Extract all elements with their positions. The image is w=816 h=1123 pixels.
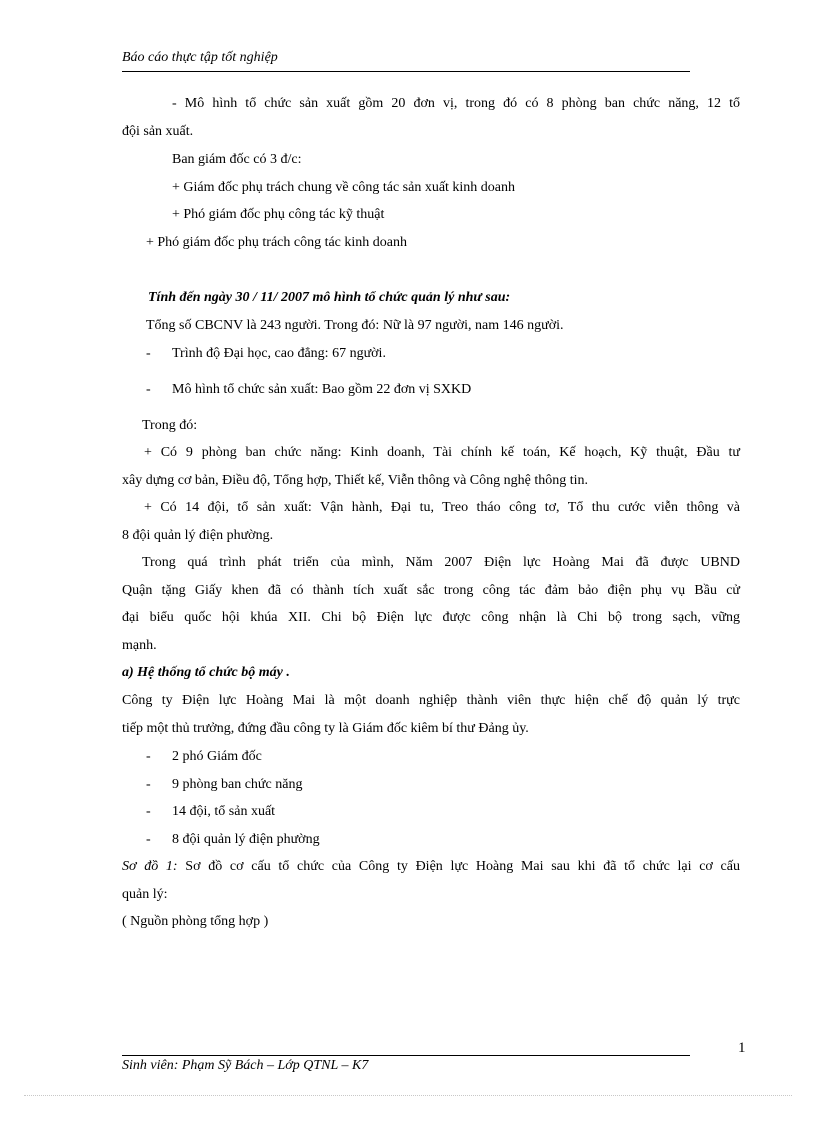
page-footer: Sinh viên: Phạm Sỹ Bách – Lớp QTNL – K7	[122, 1058, 369, 1073]
section-a-heading: a) Hệ thống tổ chức bộ máy .	[122, 665, 290, 680]
org-bullet-1: 2 phó Giám đốc	[172, 749, 262, 764]
diagram-caption-line-2: quản lý:	[122, 887, 168, 902]
company-desc-line-1: Công ty Điện lực Hoàng Mai là một doanh nghiệp thành viên thực hiện chế độ quản lý trực	[122, 693, 740, 708]
education-line: Trình độ Đại học, cao đẳng: 67 người.	[172, 346, 386, 361]
page-header: Báo cáo thực tập tốt nghiệp	[122, 50, 278, 65]
bullet-mark: -	[146, 346, 151, 361]
bullet-mark: -	[146, 777, 151, 792]
page-number: 1	[738, 1040, 746, 1056]
header-rule	[122, 71, 690, 72]
intro-line-2: đội sản xuất.	[122, 124, 194, 139]
diagram-caption-text: Sơ đồ cơ cấu tổ chức của Công ty Điện lực Hoàng Mai sau khi đã tổ chức lại cơ cấu	[177, 859, 740, 874]
teams-line-1: + Có 14 đội, tổ sản xuất: Vận hành, Đại tu, Treo tháo công tơ, Tổ thu cước viễn thông và	[144, 500, 740, 515]
org-bullet-4: 8 đội quản lý điện phường	[172, 832, 320, 847]
section-2007-heading: Tính đến ngày 30 / 11/ 2007 mô hình tổ chức quản lý như sau:	[148, 290, 511, 305]
among-line: Trong đó:	[142, 418, 198, 433]
bullet-mark: -	[146, 804, 151, 819]
company-desc-line-2: tiếp một thủ trưởng, đứng đầu công ty là Giám đốc kiêm bí thư Đảng ủy.	[122, 721, 529, 736]
departments-line-2: xây dựng cơ bản, Điều độ, Tổng hợp, Thiết kế, Viễn thông và Công nghệ thông tin.	[122, 473, 588, 488]
production-model-line: Mô hình tổ chức sản xuất: Bao gồm 22 đơn vị SXKD	[172, 382, 472, 397]
departments-line-1: + Có 9 phòng ban chức năng: Kinh doanh, Tài chính kế toán, Kế hoạch, Kỹ thuật, Đầu tư	[144, 445, 740, 460]
org-bullet-2: 9 phòng ban chức năng	[172, 777, 303, 792]
diagram-caption-line-1	[122, 859, 740, 875]
org-bullet-3: 14 đội, tổ sản xuất	[172, 804, 276, 819]
diagram-label: Sơ đồ 1:	[122, 859, 178, 874]
source-note: ( Nguồn phòng tổng hợp )	[122, 914, 269, 929]
intro-line-1: - Mô hình tổ chức sản xuất gồm 20 đơn vị, trong đó có 8 phòng ban chức năng, 12 tổ	[172, 96, 740, 111]
board-item-2: + Phó giám đốc phụ công tác kỹ thuật	[172, 207, 385, 222]
teams-line-2: 8 đội quản lý điện phường.	[122, 528, 274, 543]
bullet-mark: -	[146, 832, 151, 847]
board-line: Ban giám đốc có 3 đ/c:	[172, 152, 302, 167]
total-staff-line: Tổng số CBCNV là 243 người. Trong đó: Nữ là 97 người, nam 146 người.	[146, 318, 564, 333]
board-item-3: + Phó giám đốc phụ trách công tác kinh doanh	[146, 235, 408, 250]
page-edge-divider	[24, 1095, 792, 1096]
footer-rule	[122, 1055, 690, 1056]
bullet-mark: -	[146, 749, 151, 764]
history-line-4: mạnh.	[122, 638, 157, 653]
history-line-3: đại biểu quốc hội khúa XII. Chi bộ Điện lực được công nhận là Chi bộ trong sạch, vững	[122, 610, 740, 625]
history-line-1: Trong quá trình phát triển của mình, Năm 2007 Điện lực Hoàng Mai đã được UBND	[142, 555, 740, 570]
history-line-2: Quận tặng Giấy khen đã có thành tích xuất sắc trong công tác đảm bảo điện phụ vụ Bầu cử	[122, 583, 740, 598]
board-item-1: + Giám đốc phụ trách chung về công tác sản xuất kinh doanh	[172, 180, 516, 195]
bullet-mark: -	[146, 382, 151, 397]
